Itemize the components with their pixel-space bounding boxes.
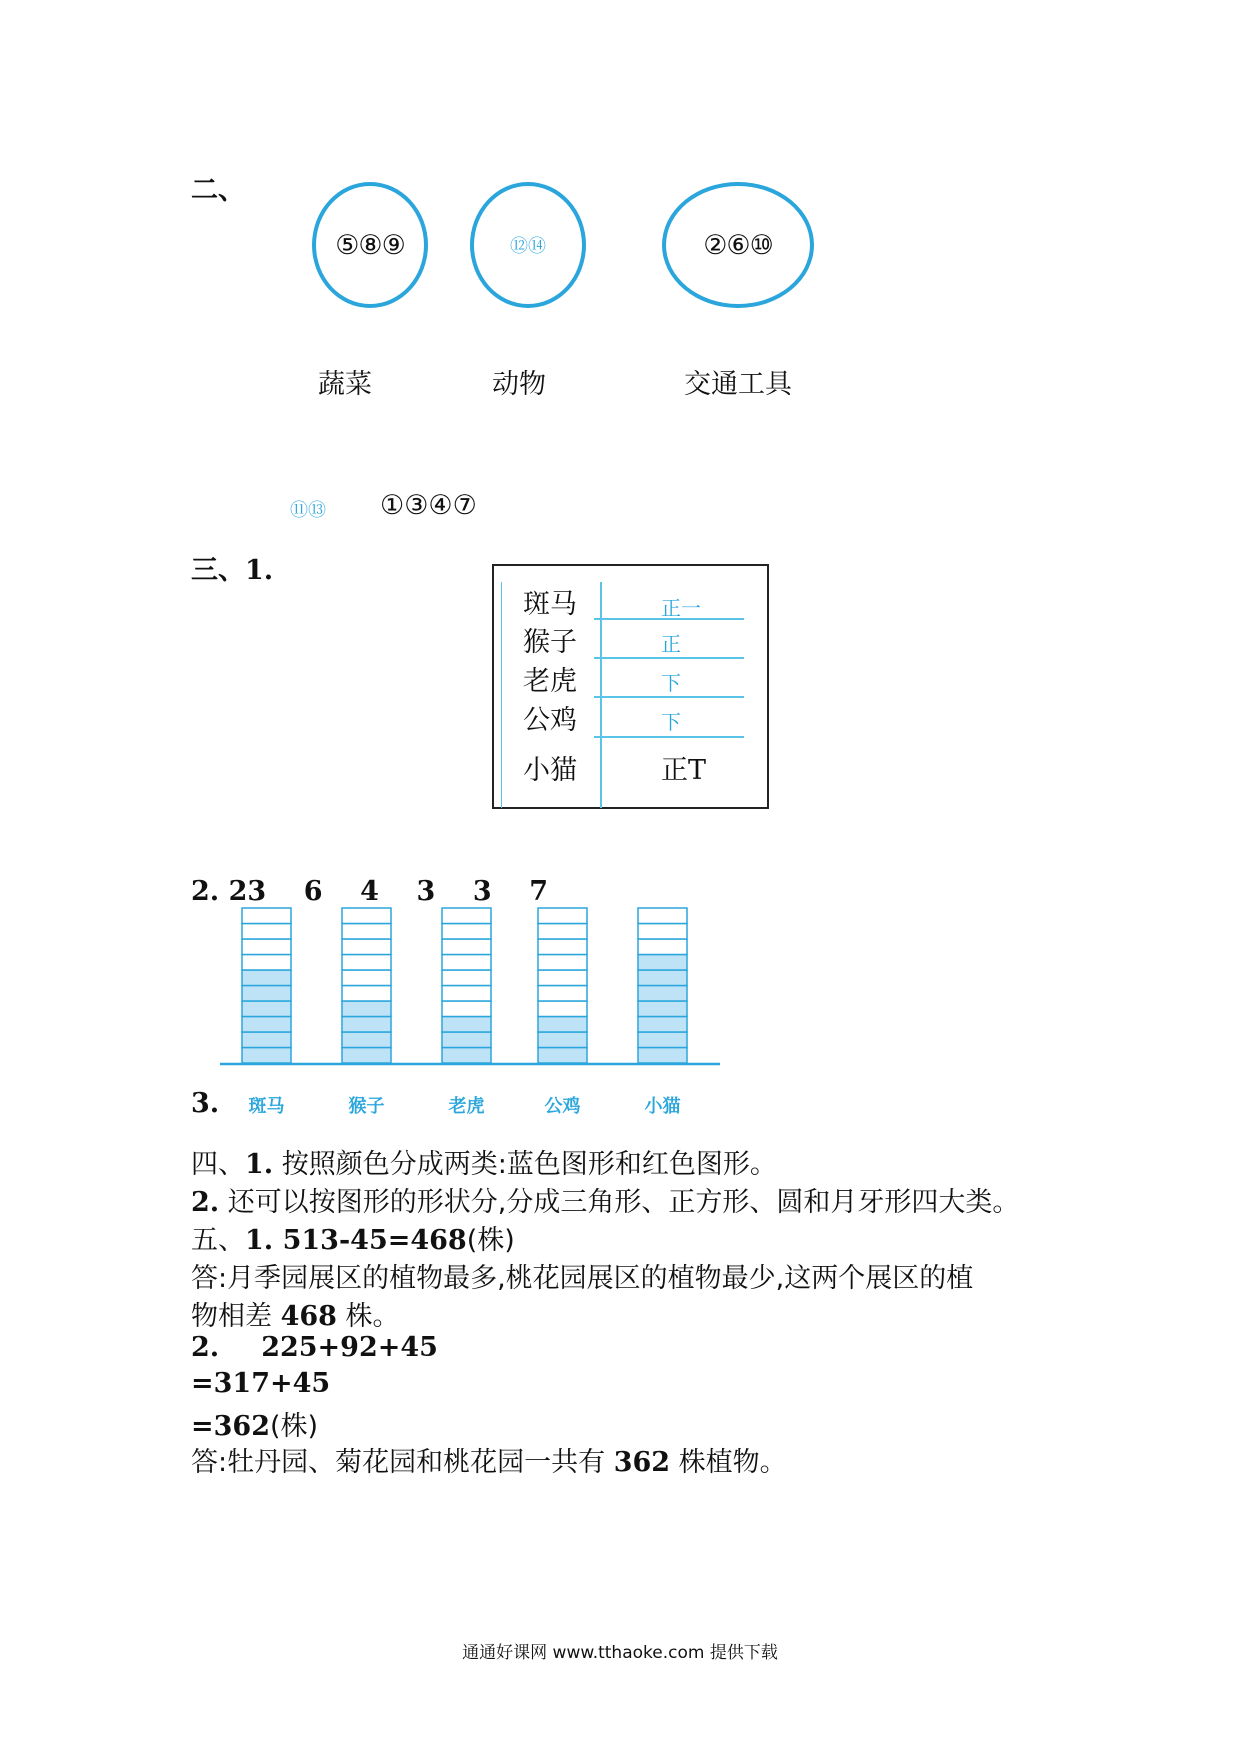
bar-empty-cell: [638, 908, 687, 924]
bar-column-1: [342, 908, 391, 1063]
section5-prefix: 五、: [191, 1225, 245, 1256]
bar-category-label: 老虎: [448, 1096, 485, 1117]
row-line: [594, 736, 744, 738]
section3-heading: 三、1.: [191, 555, 274, 586]
bar-empty-cell: [638, 939, 687, 955]
bar-filled-cell: [638, 1032, 687, 1048]
extra-black-numbers: ①③④⑦: [380, 490, 477, 521]
bar-empty-cell: [442, 1001, 491, 1017]
section4-num1: 1.: [245, 1149, 274, 1180]
animal-name: 老虎: [523, 666, 577, 697]
bar-filled-cell: [538, 1017, 587, 1033]
answer1b-tail: 株。: [336, 1301, 400, 1332]
answer1b-num: 468: [280, 1301, 337, 1332]
bar-category-label: 小猫: [644, 1096, 681, 1117]
q2-step2: =362: [191, 1411, 270, 1442]
section5-answer2: [191, 1440, 787, 1479]
bar-filled-cell: [242, 970, 291, 986]
bar-empty-cell: [242, 924, 291, 940]
bar-filled-cell: [242, 1032, 291, 1048]
bar-category-label: 猴子: [348, 1096, 385, 1117]
section4-prefix: 四、: [191, 1149, 245, 1180]
bar-filled-cell: [442, 1048, 491, 1064]
bar-empty-cell: [342, 924, 391, 940]
bar-empty-cell: [442, 939, 491, 955]
vegetable-label: 蔬菜: [318, 369, 372, 400]
bar-empty-cell: [442, 986, 491, 1002]
bar-empty-cell: [242, 908, 291, 924]
bar-filled-cell: [638, 970, 687, 986]
section2-heading: 二、: [191, 175, 245, 206]
vegetable-numbers: ⑤⑧⑨: [335, 229, 405, 261]
bar-empty-cell: [538, 1001, 587, 1017]
section4-num2: 2.: [191, 1187, 220, 1218]
bar-filled-cell: [538, 1032, 587, 1048]
bar-filled-cell: [342, 1048, 391, 1064]
bar-filled-cell: [638, 986, 687, 1002]
bar-filled-cell: [342, 1032, 391, 1048]
section4-line2: [191, 1180, 1019, 1219]
question3-label: 3.: [191, 1088, 220, 1119]
q2-num: 2.: [191, 1332, 220, 1363]
bar-empty-cell: [638, 924, 687, 940]
bar-filled-cell: [242, 986, 291, 1002]
bar-column-4: [638, 908, 687, 1063]
vehicle-numbers: ②⑥⑩: [703, 229, 773, 261]
table-left-line: [501, 582, 502, 808]
bar-filled-cell: [242, 1001, 291, 1017]
animal-label: 动物: [492, 369, 546, 400]
bar-filled-cell: [638, 1001, 687, 1017]
section5-unit1: (株): [466, 1225, 515, 1256]
bar-category-label: 斑马: [248, 1096, 285, 1117]
bar-empty-cell: [342, 970, 391, 986]
animal-name: 猴子: [523, 627, 577, 658]
section4-text1: 按照颜色分成两类:蓝色图形和红色图形。: [273, 1149, 777, 1180]
q2-step1: =317+45: [191, 1368, 331, 1399]
answer2-text: 答:牡丹园、菊花园和桃花园一共有: [191, 1447, 614, 1478]
bar-filled-cell: [342, 1001, 391, 1017]
bar-column-3: [538, 908, 587, 1063]
bar-empty-cell: [342, 986, 391, 1002]
section5-step1: [191, 1368, 330, 1399]
table-divider: [600, 582, 602, 808]
bar-empty-cell: [442, 908, 491, 924]
bar-empty-cell: [242, 955, 291, 971]
tally-mark: 下: [661, 710, 681, 734]
bar-empty-cell: [342, 955, 391, 971]
question2-answer: 2. 23 6 4 3 3 7: [191, 876, 549, 907]
animal-name: 公鸡: [523, 705, 577, 736]
bar-empty-cell: [442, 970, 491, 986]
animal-circle: [470, 182, 586, 308]
bar-filled-cell: [242, 1017, 291, 1033]
bar-filled-cell: [342, 1017, 391, 1033]
animal-name: 小猫: [523, 755, 577, 786]
bar-empty-cell: [538, 939, 587, 955]
bar-column-0: [242, 908, 291, 1063]
tally-mark: 正一: [661, 596, 701, 620]
answer2-num: 362: [613, 1447, 671, 1478]
section4-line1: [191, 1142, 777, 1181]
row-line: [594, 696, 744, 698]
row-line: [594, 618, 744, 620]
tally-mark: 下: [661, 671, 681, 695]
bar-filled-cell: [638, 955, 687, 971]
q2-expr: 225+92+45: [261, 1332, 438, 1363]
bar-filled-cell: [538, 1048, 587, 1064]
vehicle-circle: [662, 182, 814, 308]
section5-expr1: 1. 513-45=468: [245, 1225, 467, 1256]
tally-mark: 正: [661, 632, 681, 656]
vegetable-circle: [312, 182, 428, 308]
footer: 通通好课网 www.tthaoke.com 提供下载: [462, 1643, 778, 1663]
bar-filled-cell: [242, 1048, 291, 1064]
bar-chart: [220, 905, 740, 1080]
section5-q2: [191, 1332, 438, 1363]
vehicle-label: 交通工具: [684, 369, 792, 400]
bar-category-label: 公鸡: [544, 1096, 581, 1117]
bar-empty-cell: [538, 908, 587, 924]
section5-step2: [191, 1404, 318, 1443]
tally-table: [492, 564, 769, 809]
bar-empty-cell: [538, 986, 587, 1002]
bar-empty-cell: [242, 939, 291, 955]
section4-text2: 还可以按图形的形状分,分成三角形、正方形、圆和月牙形四大类。: [219, 1187, 1020, 1218]
bar-empty-cell: [538, 955, 587, 971]
section5-line1: [191, 1218, 515, 1257]
q2-unit: (株): [269, 1411, 319, 1442]
section5-answer1b: [191, 1294, 400, 1333]
bar-filled-cell: [442, 1032, 491, 1048]
bar-empty-cell: [342, 939, 391, 955]
animal-name: 斑马: [523, 589, 577, 620]
answer2-tail: 株植物。: [670, 1447, 787, 1478]
bar-filled-cell: [638, 1017, 687, 1033]
bar-empty-cell: [442, 955, 491, 971]
animal-numbers: ⑫⑭: [510, 236, 546, 257]
section5-answer1a: 答:月季园展区的植物最多,桃花园展区的植物最少,这两个展区的植: [191, 1263, 974, 1294]
bar-empty-cell: [538, 924, 587, 940]
row-line: [594, 657, 744, 659]
extra-blue-numbers: ⑪⑬: [290, 500, 326, 521]
bar-filled-cell: [638, 1048, 687, 1064]
bar-filled-cell: [442, 1017, 491, 1033]
bar-empty-cell: [442, 924, 491, 940]
bar-empty-cell: [342, 908, 391, 924]
tally-mark: 正T: [661, 755, 707, 786]
bar-empty-cell: [538, 970, 587, 986]
bar-column-2: [442, 908, 491, 1063]
answer1b-text: 物相差: [191, 1301, 281, 1332]
